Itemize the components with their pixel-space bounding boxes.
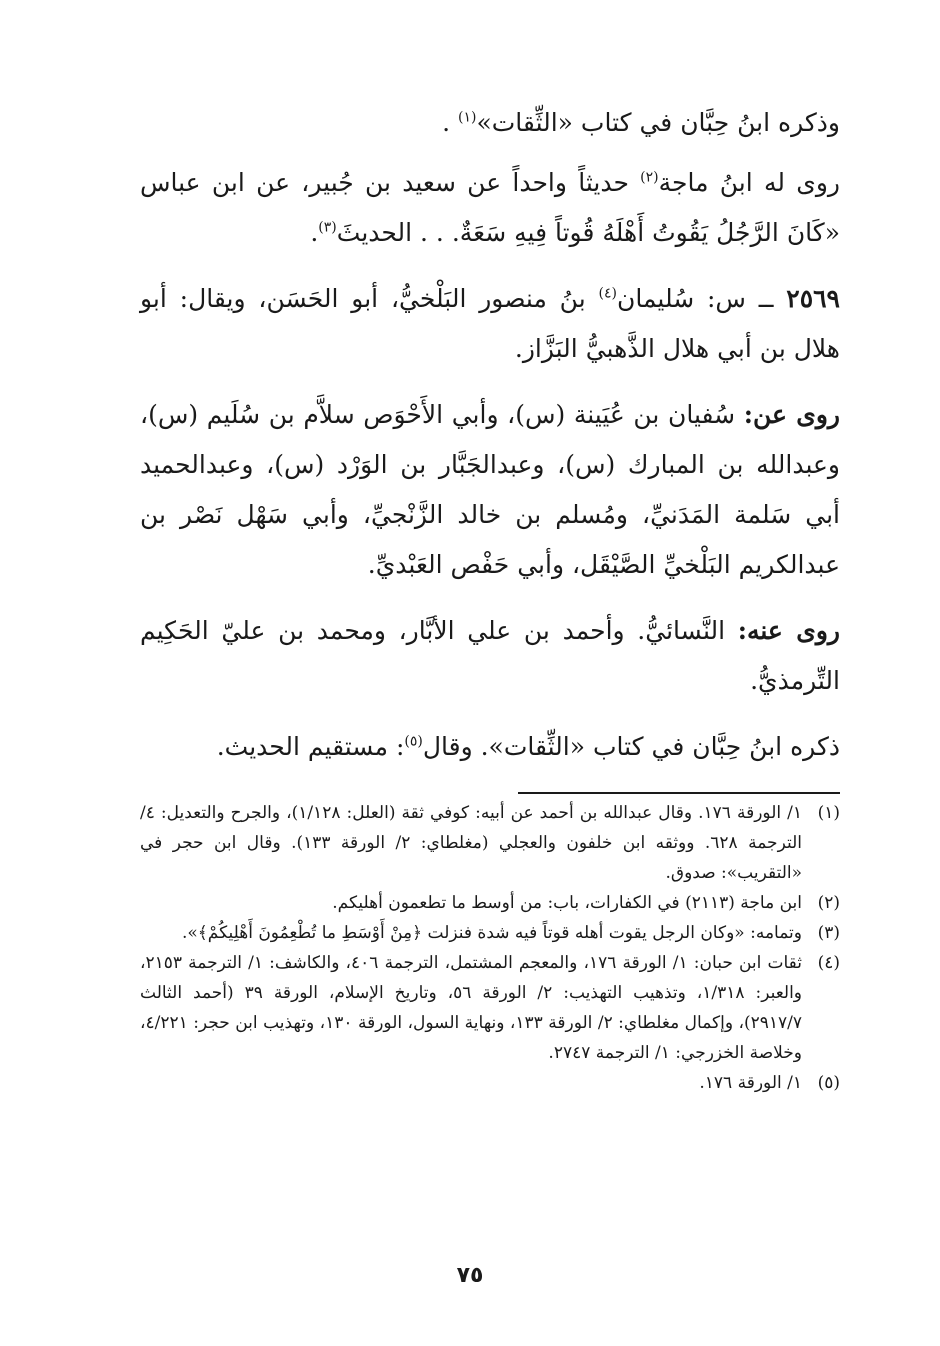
paragraph-narrated-from: روى عن: سُفيان بن عُيَينة (س)، وأبي الأَحْوَص سلاَّم بن سُلَيم (س)، وعبدالله بن المبارك (س)، وعبدالجَبَّار بن الوَرْد (س)، وعبدالحميد أبي سَلمة المَدَنيِّ، ومُسلم بن خالد الزَّنْجيِّ، وأبي سَهْل نَصْر بن عبدالكريم البَلْخيِّ الصَّيْقَل، وأبي حَفْص العَبْديِّ. bbox=[140, 400, 840, 579]
footnote-separator bbox=[518, 792, 840, 794]
paragraph-narrated-by: روى عنه: النَّسائيُّ. وأحمد بن علي الأبَّار، ومحمد بن عليّ الحَكِيم التِّرمذيُّ. bbox=[140, 616, 840, 695]
footnote-ref-1[interactable]: (١) bbox=[458, 109, 477, 126]
entry-2569: ٢٥٦٩ ــ س: سُليمان$^{(٤)}$ بنُ منصور البَلْخيُّ، أبو الحَسَن، ويقال: أبو هلال بن أبي هلال الذَّهبيُّ البَزَّاز. bbox=[140, 284, 840, 363]
footnote-4 bbox=[140, 948, 840, 1068]
footnote-number: (٥) bbox=[817, 1073, 840, 1093]
footnote-text: ١/ الورقة ١٧٦. bbox=[699, 1073, 802, 1093]
entry-number: ٢٥٦٩ bbox=[786, 284, 840, 313]
footnote-5 bbox=[140, 1068, 840, 1098]
footnotes bbox=[140, 798, 840, 1098]
paragraph-ibn-hibban-1: وذكره ابنُ حِبَّان في كتاب «الثِّقات»$^{(١)}$ . bbox=[442, 108, 840, 137]
footnote-text: ثقات ابن حبان: ١/ الورقة ١٧٦، والمعجم المشتمل، الترجمة ٤٠٦، والكاشف: ١/ الترجمة ٢١٥٣، والعبر: ١/٣١٨، وتذهيب التهذيب: ٢/ الورقة ٥٦، وتاريخ الإسلام، الورقة ٣٩ (أحمد الثالث ٢٩١٧/٧)، وإكمال مغلطاي: ٢/ الورقة ١٣٣، ونهاية السول، الورقة ١٣٠، وتهذيب ابن حجر: ٤/٢٢١، وخلاصة الخزرجي: ١/ الترجمة ٢٧٤٧. bbox=[140, 953, 803, 1063]
footnote-ref-5[interactable]: (٥) bbox=[404, 733, 423, 750]
narrated-from-label: روى عن: bbox=[743, 400, 840, 429]
footnote-number: (١) bbox=[817, 803, 840, 823]
footnote-text: ابن ماجة (٢١١٣) في الكفارات، باب: من أوسط ما تطعمون أهليكم. bbox=[332, 893, 802, 913]
footnote-number: (٢) bbox=[817, 893, 840, 913]
footnote-ref-4[interactable]: (٤) bbox=[598, 285, 617, 302]
paragraph-ibn-majah: روى له ابنُ ماجة$^{(٢)}$ حديثاً واحداً عن سعيد بن جُبير، عن ابن عباس «كَانَ الرَّجُلُ يَقُوتُ أَهْلَهُ قُوتاً فِيهِ سَعَةٌ. . . الحديثَ$^{(٣)}$. bbox=[140, 168, 840, 247]
footnote-text: ١/ الورقة ١٧٦. وقال عبدالله بن أحمد عن أبيه: كوفي ثقة (العلل: ١/١٢٨)، والجرح والتعديل: ٤/ الترجمة ٦٢٨. ووثقه ابن خلفون والعجلي (مغلطاي: ٢/ الورقة ١٣٣). وقال ابن حجر في «التقريب»: صدوق. bbox=[140, 803, 802, 883]
footnote-1 bbox=[140, 798, 840, 888]
main-text bbox=[140, 98, 840, 788]
footnote-ref-3[interactable]: (٣) bbox=[318, 219, 337, 236]
footnote-number: (٣) bbox=[817, 923, 840, 943]
page-number: ٧٥ bbox=[456, 1263, 484, 1288]
footnote-text: وتمامه: «وكان الرجل يقوت أهله قوتاً فيه شدة فنزلت ﴿مِنْ أَوْسَطِ ما تُطْعِمُونَ أَهْلِيكُمْ﴾». bbox=[182, 923, 802, 943]
footnote-number: (٤) bbox=[817, 953, 840, 973]
narrated-by-label: روى عنه: bbox=[737, 616, 840, 645]
paragraph-ibn-hibban-2: ذكره ابنُ حِبَّان في كتاب «الثِّقات». وقال$^{(٥)}$: مستقيم الحديث. bbox=[216, 732, 840, 761]
footnote-2 bbox=[140, 888, 840, 918]
footnote-ref-2[interactable]: (٢) bbox=[640, 169, 659, 186]
footnote-3 bbox=[140, 918, 840, 948]
